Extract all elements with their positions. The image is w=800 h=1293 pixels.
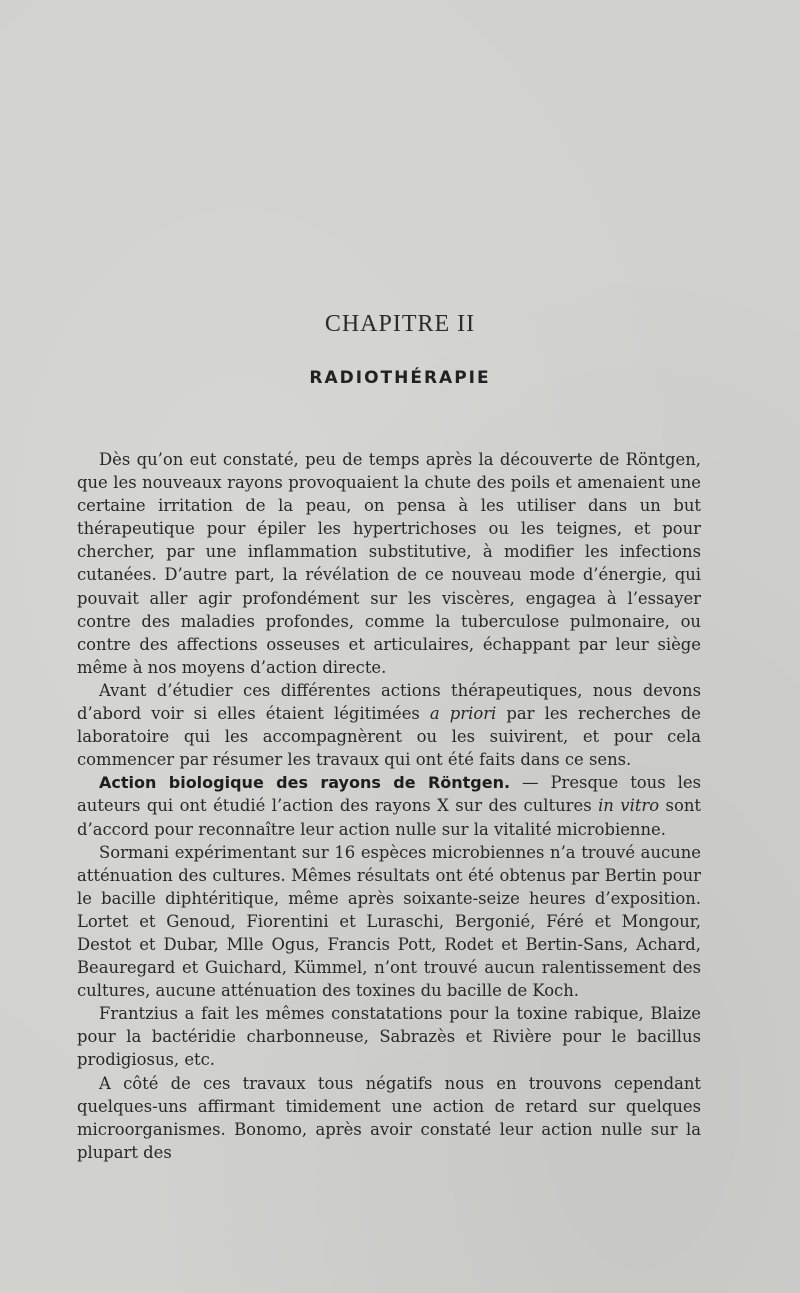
chapter-heading: CHAPITRE II [324,311,476,337]
latin-phrase: a priori [429,704,497,724]
paragraph [77,1002,701,1071]
section-heading: Action biologique des rayons de Röntgen. [99,773,511,793]
latin-phrase: in vitro [598,796,660,816]
body-text [77,448,701,1164]
paragraph-text: — Presque tous les auteurs qui ont étudié l’action des rayons X sur des cultures [77,773,702,816]
chapter-title: RADIOTHÉRAPIE [309,368,491,388]
paragraph [77,841,701,1003]
paragraph [77,771,701,840]
paragraph-text: Sormani expérimentant sur 16 espèces microbiennes n’a trouvé aucune atténuation des cultures. Mêmes résultats ont été obtenus par Bertin pour le bacille diphtéritique, même après soixante-seize heures d’exposition. Lortet et Genoud, Fiorentini et Luraschi, Bergonié, Féré et Mongour, Destot et Dubar, Mlle Ogus, Francis Pott, Rodet et Bertin-Sans, Achard, Beauregard et Guichard, Kümmel, n’ont trouvé aucun ralentissement des cultures, aucune atténuation des toxines du bacille de Koch. [77,842,701,1001]
paragraph-text: Frantzius a fait les mêmes constatations pour la toxine rabique, Blaize pour la bactéridie charbonneuse, Sabrazès et Rivière pour le bacillus prodigiosus, etc. [77,1004,701,1070]
paragraph-text: A côté de ces travaux tous négatifs nous en trouvons cependant quelques-uns affirmant timidement une action de retard sur quelques microorganismes. Bonomo, après avoir constaté leur action nulle sur la plupart des [77,1073,701,1162]
paragraph-text: Avant d’étudier ces différentes actions thérapeutiques, nous devons d’abord voir si elles étaient légitimées [77,680,701,724]
paragraph [77,448,701,679]
paragraph [77,679,701,771]
paragraph [77,1072,701,1164]
paragraph-text: par les recherches de laboratoire qui les accompagnèrent ou les suivirent, et pour cela commencer par résumer les travaux qui ont été faits dans ce sens. [77,704,701,770]
paragraph-text: Dès qu’on eut constaté, peu de temps après la découverte de Röntgen, que les nouveaux rayons provoquaient la chute des poils et amenaient une certaine irritation de la peau, on pensa à les utiliser dans un but thérapeutique pour épiler les hypertrichoses ou les teignes, et pour chercher, par une inflammation substitutive, à modifier les infections cutanées. D’autre part, la révélation de ce nouveau mode d’énergie, qui pouvait aller agir profondément sur les viscères, engagea à l’essayer contre des maladies profondes, comme la tuberculose pulmonaire, ou contre des affections osseuses et articulaires, échappant par leur siège même à nos moyens d’action directe. [77,450,701,677]
paragraph-text: sont d’accord pour reconnaître leur action nulle sur la vitalité microbienne. [77,796,701,839]
